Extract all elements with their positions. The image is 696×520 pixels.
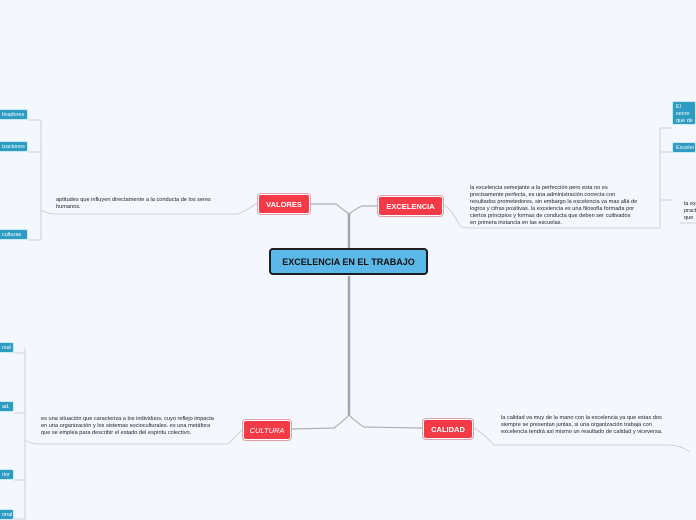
topic-calidad[interactable]	[423, 419, 473, 439]
branch-valores	[311, 204, 349, 214]
cultura-leaf-1[interactable]	[0, 342, 14, 353]
central-topic-label: EXCELENCIA EN EL TRABAJO	[282, 256, 415, 267]
valores-description: aptitudes que influyen directamente a la conducta de los seres humanos.	[56, 197, 211, 211]
branch-excelencia	[349, 206, 377, 214]
valores-leaf-3-label: culturas	[2, 231, 22, 238]
valores-leaf-2[interactable]	[0, 141, 28, 152]
cultura-description: es una situación que caracteriza a los individuos, cuyo reflejo impacta en una organización y los sistemas socioculturales. es una metáfora que se emplea para describir el estado del espíritu colectivo.	[41, 416, 214, 437]
branch-calidad	[349, 415, 422, 428]
valores-leaf-3[interactable]	[0, 229, 28, 240]
cultura-leaf-1-label: rsal	[2, 344, 11, 351]
valores-leaf-1-label: tivadores	[2, 111, 25, 118]
excelencia-leaf-2-label: Exceler	[676, 144, 695, 151]
topic-cultura-label: CULTURA	[249, 425, 285, 435]
valores-leaf-2-label: izaciones	[2, 143, 25, 150]
cultura-leaf-2[interactable]	[0, 401, 14, 412]
central-topic[interactable]	[269, 248, 428, 275]
cultura-leaf-ticks	[14, 353, 25, 519]
topic-calidad-label: CALIDAD	[431, 424, 465, 434]
cultura-leaf-3-label: rior	[2, 471, 10, 478]
topic-excelencia-label: EXCELENCIA	[386, 201, 435, 211]
excelencia-leaf-1[interactable]	[672, 101, 696, 131]
cultura-leaf-4-label: onal	[2, 511, 13, 518]
excelencia-leaf-1-label: El secre que de parte d	[676, 104, 694, 131]
excelencia-leaf-2[interactable]	[672, 142, 696, 153]
valores-leaf-ticks	[28, 120, 41, 240]
topic-cultura[interactable]	[243, 420, 291, 440]
cultura-leaf-4[interactable]	[0, 509, 14, 520]
branch-cultura	[291, 415, 349, 429]
excelencia-description: la excelencia semejante a la perfección pero esta no es precisamente perfecta, es una administración correcta con resultados prometedores, sin embargo la excelencia va mas allá de logros y cifras positivas. la excelencia es una filosofía formada por ciertos principios y formas de conducta que deben ser cultivados en primera instancia en las escuelas.	[470, 185, 638, 227]
calidad-description: la calidad va muy de la mano con la excelencia ya que estas dos siempre se presentan juntas, si una organización trabaja con excelencia tendrá así mismo un resultado de calidad y viceversa.	[501, 415, 663, 436]
cultura-leaf-2-label: ad.	[2, 403, 10, 410]
cultura-leaf-3[interactable]	[0, 469, 14, 480]
topic-valores[interactable]	[258, 194, 310, 214]
topic-valores-label: VALORES	[266, 199, 302, 209]
excelencia-cut-text: la ex pract que	[684, 201, 696, 222]
valores-leaf-1[interactable]	[0, 109, 28, 120]
topic-excelencia[interactable]	[378, 196, 443, 216]
